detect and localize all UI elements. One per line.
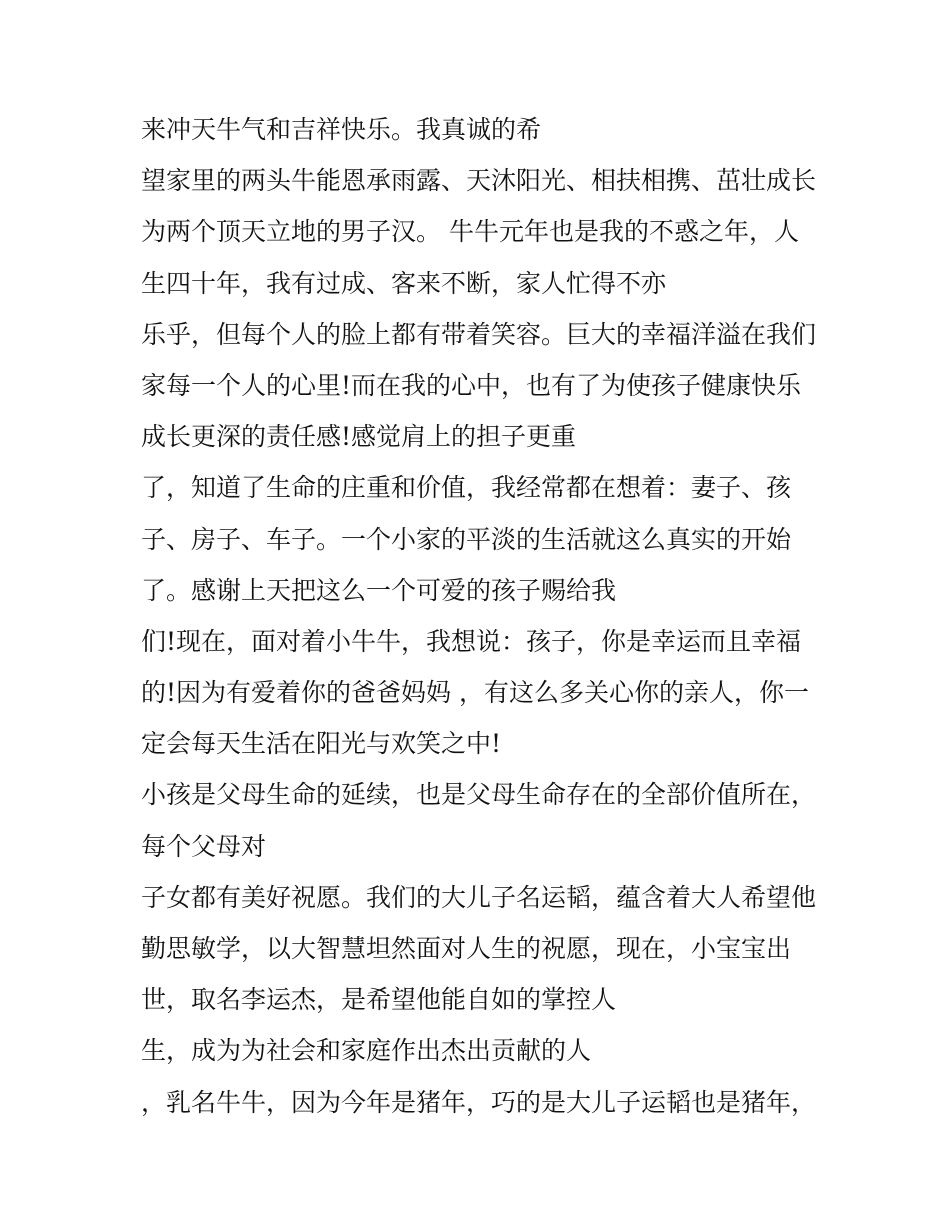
text-line: 定会每天生活在阳光与欢笑之中!: [141, 729, 502, 759]
text-line: 生四十年，我有过成、客来不断，家人忙得不亦: [141, 268, 667, 298]
text-line: 来冲天牛气和吉祥快乐。我真诚的希: [141, 115, 542, 144]
text-line: 了。感谢上天把这么一个可爱的孩子赐给我: [141, 575, 617, 605]
text-line: 家每一个人的心里!而在我的心中，也有了为使孩子健康快乐: [141, 370, 802, 400]
text-line: 世，取名李运杰，是希望他能自如的掌控人: [141, 985, 617, 1015]
text-line: 勤思敏学，以大智慧坦然面对人生的祝愿，现在，小宝宝出: [141, 934, 792, 963]
text-line: 小孩是父母生命的延续，也是父母生命存在的全部价值所在，: [141, 780, 817, 810]
text-line: 的!因为有爱着你的爸爸妈妈 ，有这么多关心你的亲人，你一: [141, 678, 809, 708]
text-line: 子、房子、车子。一个小家的平淡的生活就这么真实的开始: [141, 524, 792, 554]
text-line: 子女都有美好祝愿。我们的大儿子名运韬，蕴含着大人希望他: [141, 882, 817, 912]
body-text: [141, 104, 841, 1128]
text-line: 为两个顶天立地的男子汉。 牛牛元年也是我的不惑之年，人: [141, 217, 799, 247]
text-line: ，乳名牛牛，因为今年是猪年，巧的是大儿子运韬也是猪年，: [141, 1087, 817, 1117]
text-line: 望家里的两头牛能恩承雨露、天沐阳光、相扶相携、茁壮成长: [141, 166, 817, 196]
text-line: 乐乎，但每个人的脸上都有带着笑容。巨大的幸福洋溢在我们: [141, 319, 817, 349]
text-line: 生，成为为社会和家庭作出杰出贡献的人: [141, 1036, 592, 1066]
text-line: 了，知道了生命的庄重和价值，我经常都在想着：妻子、孩: [141, 473, 792, 503]
text-line: 成长更深的责任感!感觉肩上的担子更重: [141, 422, 577, 452]
text-line: 每个父母对: [141, 831, 267, 861]
text-line: 们!现在，面对着小牛牛，我想说：孩子，你是幸运而且幸福: [141, 626, 802, 656]
